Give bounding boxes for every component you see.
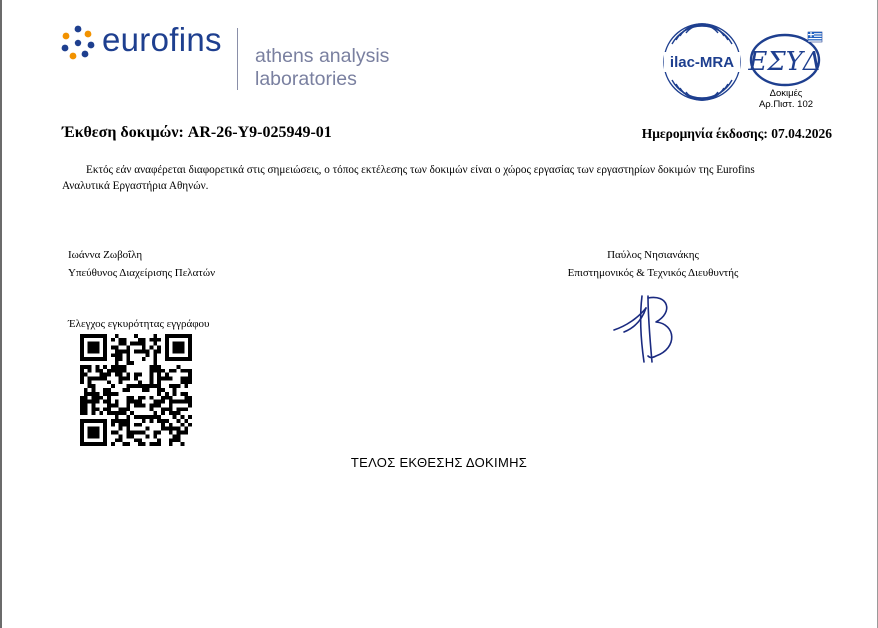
eurofins-dots-icon xyxy=(60,25,96,61)
issue-date: Ημερομηνία έκδοσης: 07.04.2026 xyxy=(641,126,832,141)
brand-subtitle xyxy=(255,45,389,91)
logo-divider xyxy=(237,28,238,90)
brand-subtitle-line1: athens analysis xyxy=(255,45,390,67)
esyd-logo-lettering: ΕΣΥΔ xyxy=(748,47,822,77)
esyd-seal xyxy=(748,30,824,88)
brand-subtitle-line2: laboratories xyxy=(255,68,357,90)
esyd-caption-line2: Αρ.Πιστ. 102 xyxy=(758,99,814,110)
signatory-right-role: Επιστημονικός & Τεχνικός Διευθυντής xyxy=(567,267,739,279)
ilac-mra-seal xyxy=(662,22,742,102)
signatory-left-name: Ιωάννα Ζωβοΐλη xyxy=(68,249,143,261)
document-validity-qr-code[interactable] xyxy=(80,334,192,446)
document-validity-label: Έλεγχος εγκυρότητας εγγράφου xyxy=(68,318,210,330)
esyd-caption xyxy=(748,88,824,110)
signatory-right xyxy=(562,246,744,282)
handwritten-signature xyxy=(612,290,690,366)
page-left-border xyxy=(0,0,2,628)
signatory-right-name: Παύλος Νησιανάκης xyxy=(607,249,699,261)
end-of-report-text: ΤΕΛΟΣ ΕΚΘΕΣΗΣ ΔΟΚΙΜΗΣ xyxy=(350,455,528,470)
location-note: Εκτός εάν αναφέρεται διαφορετικά στις σημειώσεις, ο τόπος εκτέλεσης των δοκιμών είναι ο χώρος εργασίας των εργαστηρίων δοκιμών της Eurofins Αναλυτικά Εργαστήρια Αθηνών. xyxy=(62,164,755,192)
esyd-caption-line1: Δοκιμές xyxy=(769,88,803,99)
report-title: Έκθεση δοκιμών: AR-26-Y9-025949-01 xyxy=(62,124,332,141)
signatory-left xyxy=(68,246,215,282)
signatory-left-role: Υπεύθυνος Διαχείρισης Πελατών xyxy=(68,267,216,279)
brand-name: eurofins xyxy=(102,21,222,58)
ilac-text: ilac-MRA xyxy=(669,54,735,71)
